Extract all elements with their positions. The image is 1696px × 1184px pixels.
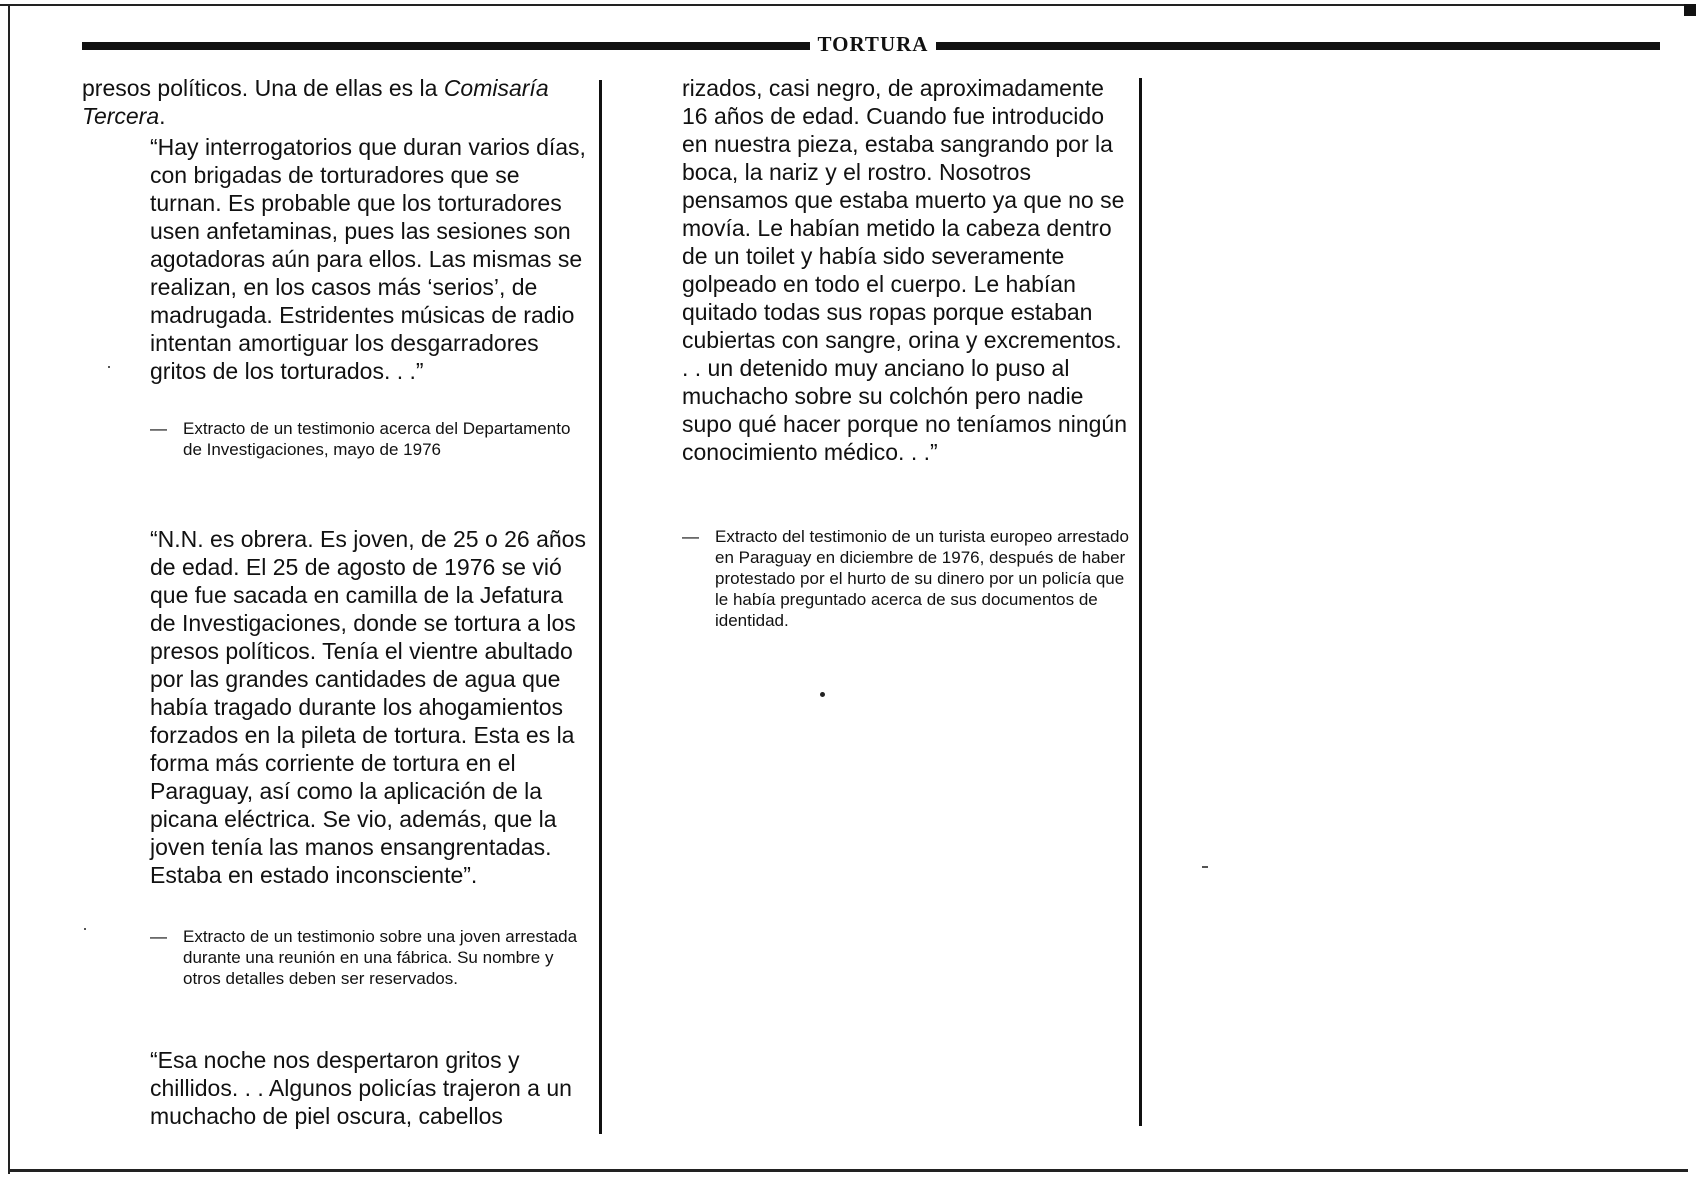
- caption-dash: —: [150, 927, 167, 946]
- intro-paragraph: [82, 74, 590, 130]
- scan-frame-top: [0, 4, 1690, 6]
- intro-text: presos políticos. Una de ellas es la: [82, 75, 444, 101]
- column-divider-left: [599, 80, 602, 1134]
- quote-worker: “N.N. es obrera. Es joven, de 25 o 26 años de edad. El 25 de agosto de 1976 se vió que fue sacada en camilla de la Jefatura de Investigaciones, donde se tortura a los presos políticos. Tenía el vientre abultado por las grandes cantidades de agua que había tragado durante los ahogamientos forzados en la pileta de tortura. Esta es la forma más corriente de tortura en el Paraguay, así como la aplicación de la picana eléctrica. Se vio, además, que la joven tenía las manos ensangrentadas. Estaba en estado inconsciente”.: [150, 526, 586, 888]
- scan-speck: [1202, 866, 1208, 868]
- scan-frame-bottom: [8, 1169, 1688, 1172]
- caption-dash: —: [150, 419, 167, 438]
- header-rule-left: [82, 42, 810, 50]
- scan-speck: [108, 366, 110, 368]
- caption-text: Extracto de un testimonio sobre una joven arrestada durante una reunión en una fábrica. Su nombre y otros detalles deben ser reservados.: [183, 927, 578, 988]
- scan-corner-mark: [1684, 4, 1696, 16]
- caption-text: Extracto del testimonio de un turista europeo arrestado en Paraguay en diciembre de 1976, después de haber protestado por el hurto de su dinero por un policía que le había preguntado acerca de sus documentos de identidad.: [715, 527, 1129, 630]
- end-mark: [820, 692, 825, 697]
- quote-night-continued: rizados, casi negro, de aproximadamente 16 años de edad. Cuando fue introducido en nuestra pieza, estaba sangrando por la boca, la nariz y el rostro. Nosotros pensamos que estaba muerto ya que no se movía. Le habían metido la cabeza dentro de un toilet y había sido severamente golpeado en todo el cuerpo. Le habían quitado todas sus ropas porque estaban cubiertas con sangre, orina y excrementos. . . un detenido muy anciano lo puso al muchacho sobre su colchón pero nadie supo qué hacer porque no teníamos ningún conocimiento médico. . .”: [682, 75, 1127, 465]
- caption-investigations: [150, 418, 590, 460]
- header-rule-right: [936, 42, 1660, 50]
- intro-emphasis: Comisaría Tercera: [82, 75, 549, 129]
- intro-end: .: [159, 103, 166, 129]
- section-title: TORTURA: [817, 33, 929, 55]
- quote-night-start: “Esa noche nos despertaron gritos y chillidos. . . Algunos policías trajeron a un muchacho de piel oscura, cabellos: [150, 1047, 572, 1129]
- caption-text: Extracto de un testimonio acerca del Departamento de Investigaciones, mayo de 1976: [183, 419, 571, 459]
- scan-speck: [84, 928, 86, 930]
- caption-worker: [150, 926, 590, 989]
- caption-tourist: [682, 526, 1130, 631]
- quote-interrogations: “Hay interrogatorios que duran varios días, con brigadas de torturadores que se turnan. Es probable que los torturadores usen anfetaminas, pues las sesiones son agotadoras aún para ellos. Las mismas se realizan, en los casos más ‘serios’, de madrugada. Estridentes músicas de radio intentan amortiguar los desgarradores gritos de los torturados. . .”: [150, 134, 586, 384]
- scan-frame-left: [8, 6, 10, 1174]
- caption-dash: —: [682, 527, 699, 546]
- column-divider-right: [1139, 78, 1142, 1126]
